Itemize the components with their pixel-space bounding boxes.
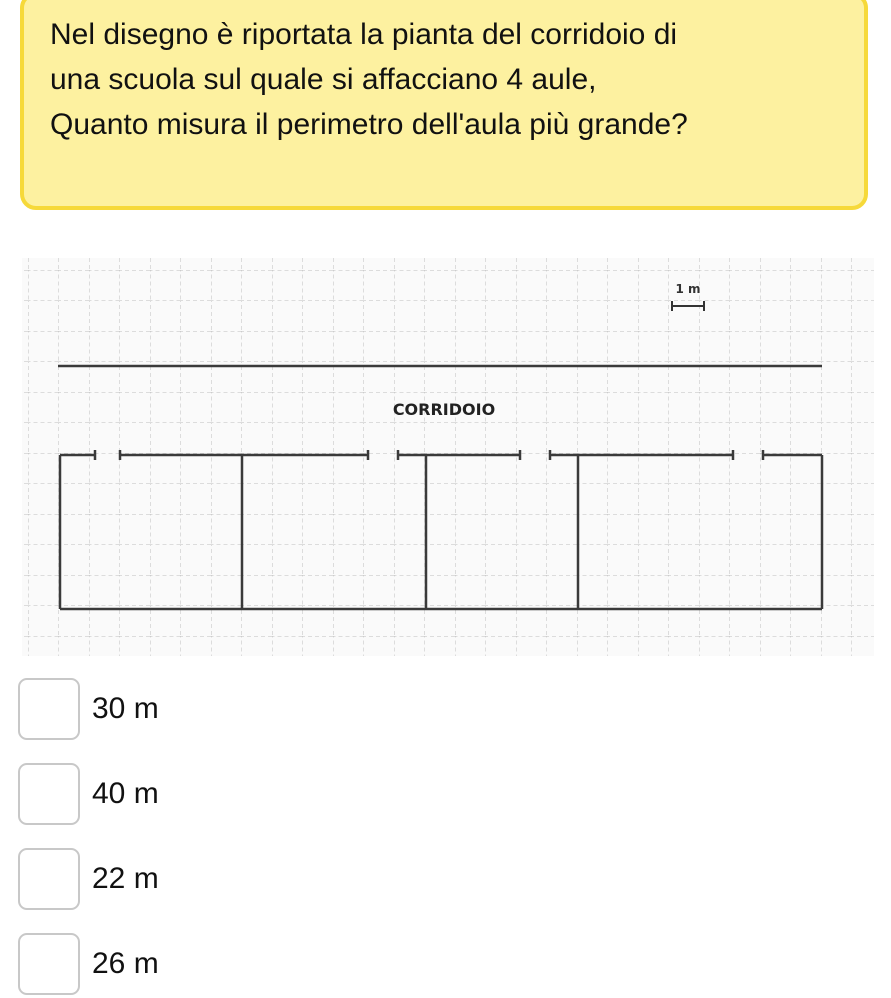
option-4-label[interactable]: 26 m <box>92 947 159 980</box>
question-text <box>50 12 850 147</box>
option-1-checkbox[interactable] <box>18 678 80 740</box>
option-1-label[interactable]: 30 m <box>92 692 159 725</box>
question-box <box>20 0 868 210</box>
question-line-3: Quanto misura il perimetro dell'aula più grande? <box>50 108 688 141</box>
option-3-checkbox[interactable] <box>18 848 80 910</box>
option-3-label[interactable]: 22 m <box>92 862 159 895</box>
question-line-1: Nel disegno è riportata la pianta del corridoio di <box>50 18 678 51</box>
option-2-label[interactable]: 40 m <box>92 777 159 810</box>
corridor-label: CORRIDOIO <box>392 400 496 419</box>
option-4-checkbox[interactable] <box>18 933 80 995</box>
option-2-checkbox[interactable] <box>18 763 80 825</box>
grid-paper <box>22 258 874 656</box>
option-2[interactable] <box>18 763 518 827</box>
question-line-2: una scuola sul quale si affacciano 4 aule, <box>50 63 597 96</box>
scale-label: 1 m <box>675 282 701 296</box>
option-1[interactable] <box>18 678 518 742</box>
option-4[interactable] <box>18 933 518 997</box>
floor-plan-svg <box>0 258 891 658</box>
option-3[interactable] <box>18 848 518 912</box>
floor-plan-figure <box>0 258 891 658</box>
